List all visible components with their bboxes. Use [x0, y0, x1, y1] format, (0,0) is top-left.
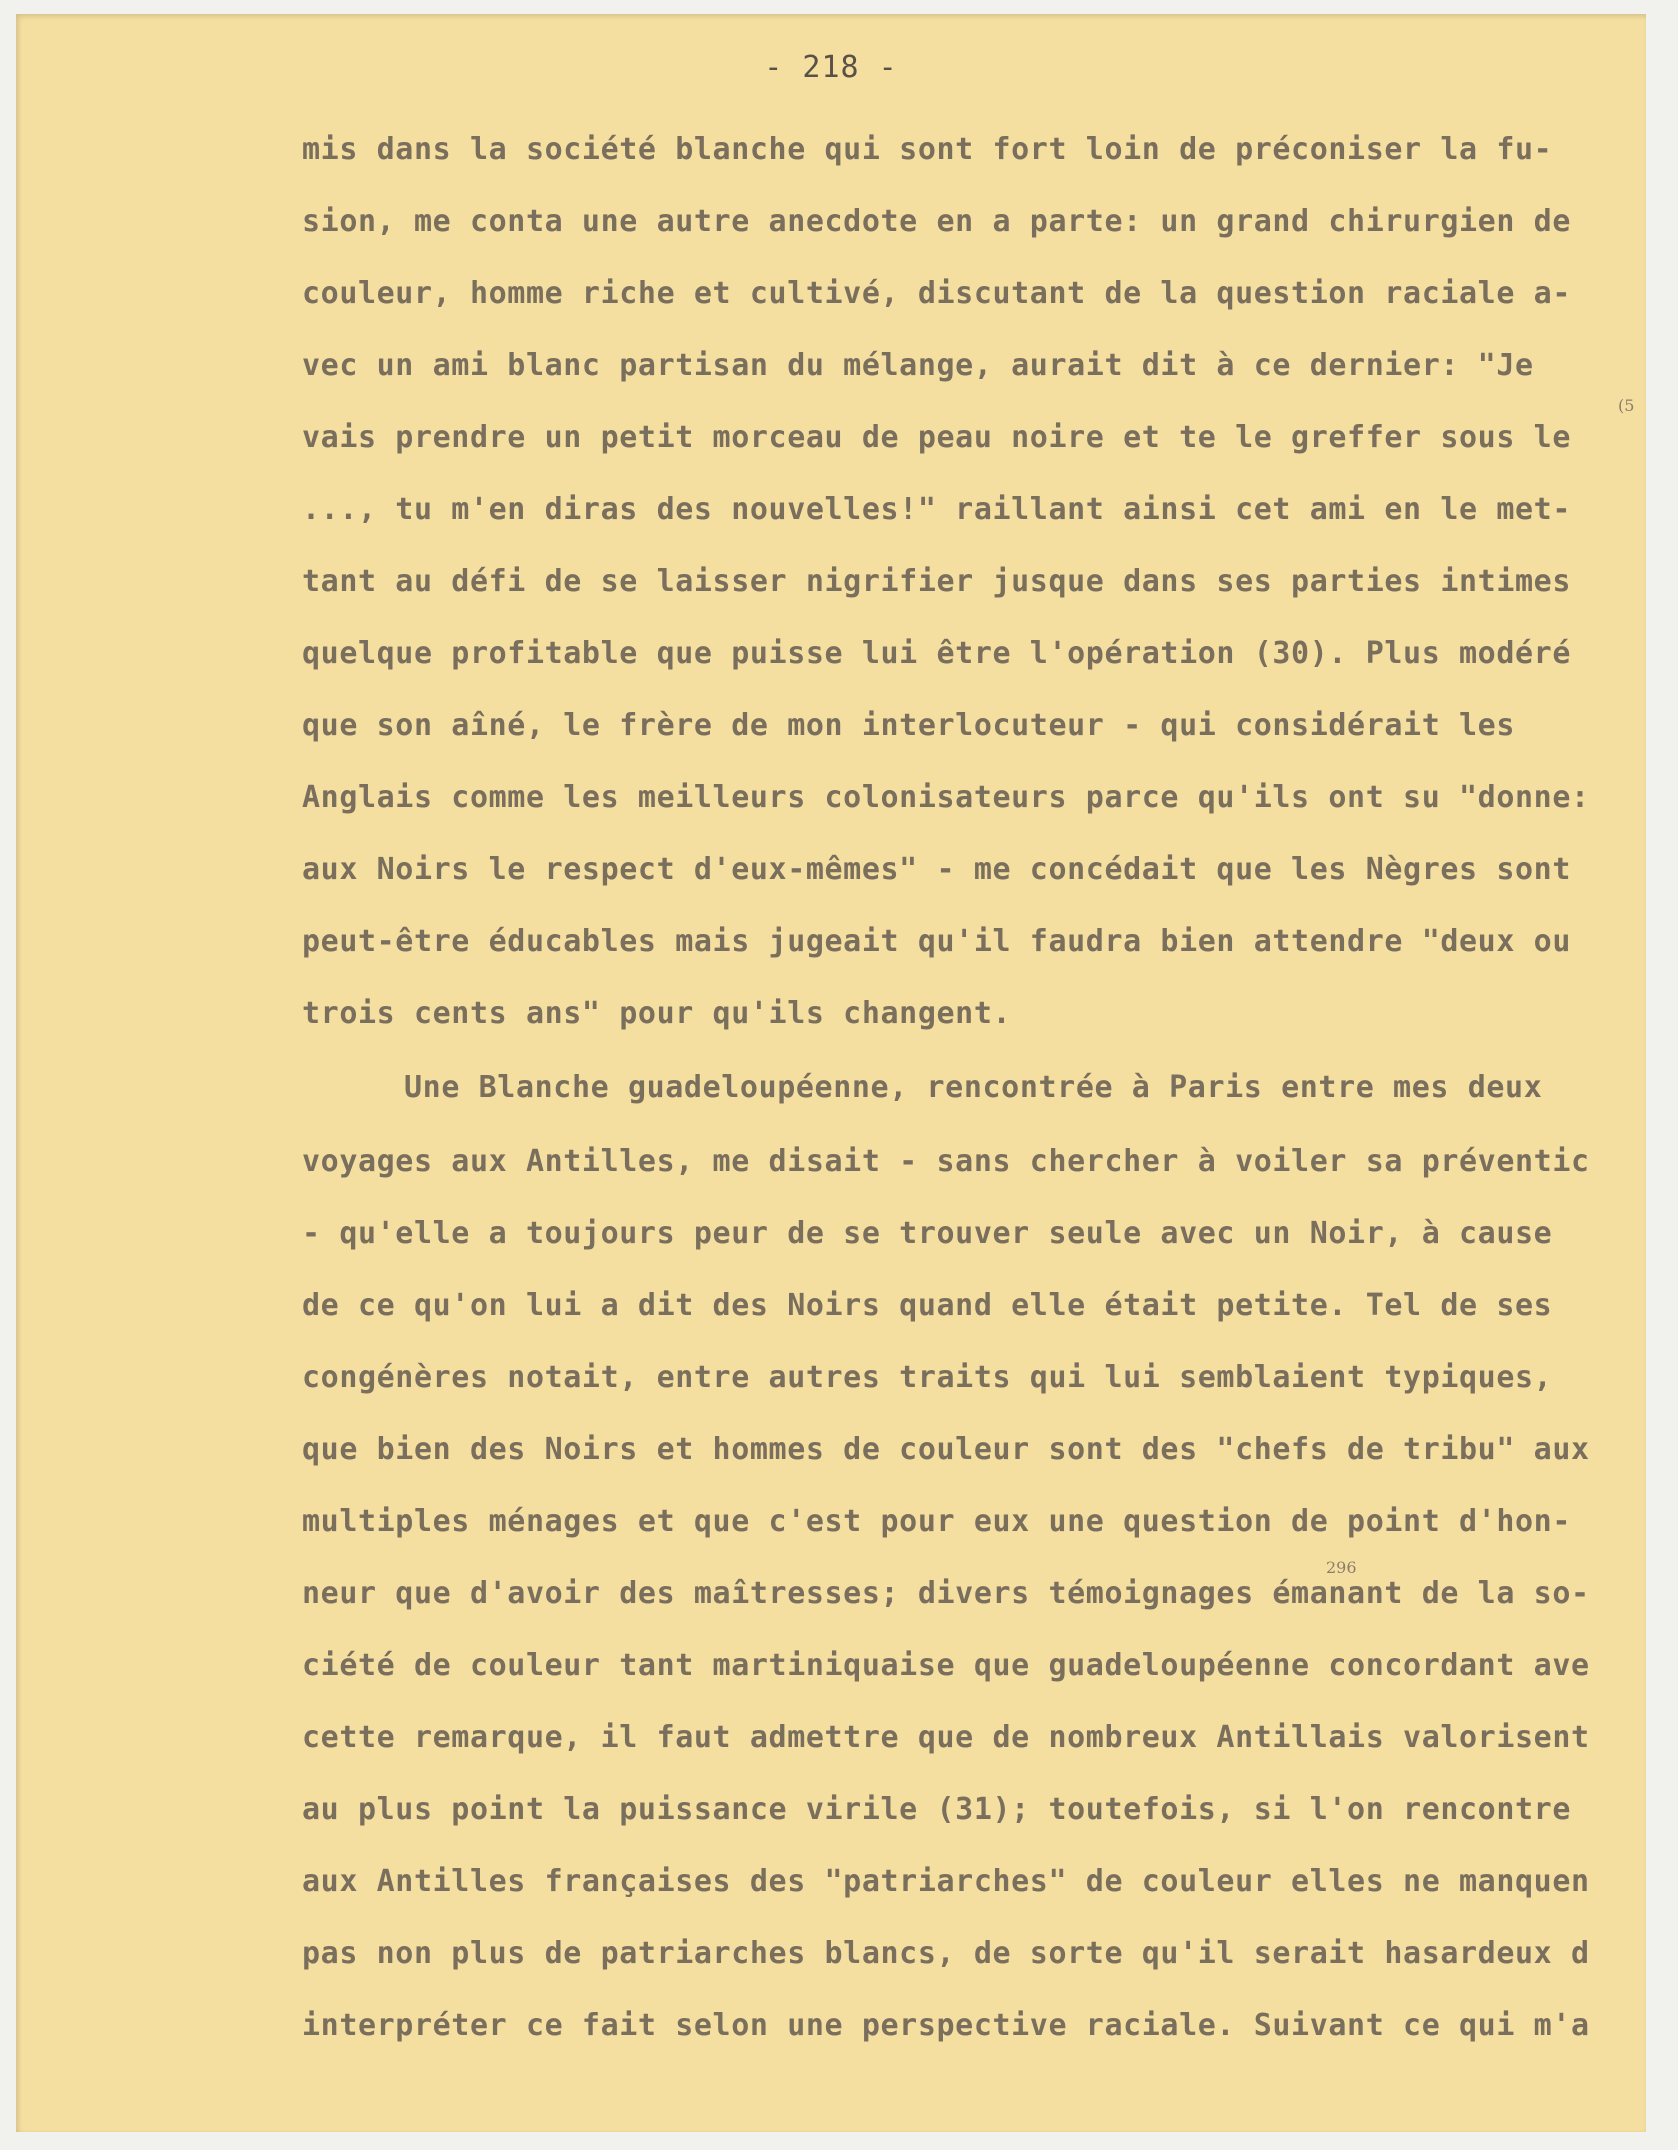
text-line: au plus point la puissance virile (31); toutefois, si l'on rencontre: [302, 1792, 1571, 1827]
text-line: Anglais comme les meilleurs colonisateurs parce qu'ils ont su "donne:: [302, 780, 1590, 815]
text-line: couleur, homme riche et cultivé, discutant de la question raciale a-: [302, 276, 1571, 311]
text-line: neur que d'avoir des maîtresses; divers témoignages émanant de la so-: [302, 1576, 1590, 1611]
text-line: multiples ménages et que c'est pour eux une question de point d'hon-: [302, 1504, 1571, 1539]
text-line: que son aîné, le frère de mon interlocuteur - qui considérait les: [302, 708, 1515, 743]
text-line: cette remarque, il faut admettre que de nombreux Antillais valorisent: [302, 1720, 1590, 1755]
text-line: vais prendre un petit morceau de peau noire et te le greffer sous le: [302, 420, 1571, 455]
margin-note-top-right: (5: [1618, 396, 1635, 415]
margin-note-middle: 296: [1326, 1558, 1357, 1577]
page-number: - 218 -: [764, 50, 898, 85]
text-line: Une Blanche guadeloupéenne, rencontrée à Paris entre mes deux: [404, 1070, 1543, 1105]
text-line: mis dans la société blanche qui sont fort loin de préconiser la fu-: [302, 132, 1553, 167]
text-line: voyages aux Antilles, me disait - sans chercher à voiler sa préventic: [302, 1144, 1590, 1179]
text-line: interpréter ce fait selon une perspective raciale. Suivant ce qui m'a: [302, 2008, 1590, 2043]
text-line: sion, me conta une autre anecdote en a parte: un grand chirurgien de: [302, 204, 1571, 239]
text-line: ..., tu m'en diras des nouvelles!" raillant ainsi cet ami en le met-: [302, 492, 1571, 527]
text-line: pas non plus de patriarches blancs, de sorte qu'il serait hasardeux d: [302, 1936, 1590, 1971]
text-line: aux Noirs le respect d'eux-mêmes" - me concédait que les Nègres sont: [302, 852, 1571, 887]
text-line: trois cents ans" pour qu'ils changent.: [302, 996, 1012, 1031]
text-line: quelque profitable que puisse lui être l'opération (30). Plus modéré: [302, 636, 1571, 671]
text-line: que bien des Noirs et hommes de couleur sont des "chefs de tribu" aux: [302, 1432, 1590, 1467]
text-line: de ce qu'on lui a dit des Noirs quand elle était petite. Tel de ses: [302, 1288, 1553, 1323]
text-line: tant au défi de se laisser nigrifier jusque dans ses parties intimes: [302, 564, 1571, 599]
typewritten-page: [16, 14, 1646, 2132]
text-line: vec un ami blanc partisan du mélange, aurait dit à ce dernier: "Je: [302, 348, 1534, 383]
text-line: - qu'elle a toujours peur de se trouver seule avec un Noir, à cause: [302, 1216, 1553, 1251]
text-line: ciété de couleur tant martiniquaise que guadeloupéenne concordant ave: [302, 1648, 1590, 1683]
text-line: congénères notait, entre autres traits qui lui semblaient typiques,: [302, 1360, 1553, 1395]
text-line: aux Antilles françaises des "patriarches" de couleur elles ne manquen: [302, 1864, 1590, 1899]
text-line: peut-être éducables mais jugeait qu'il faudra bien attendre "deux ou: [302, 924, 1571, 959]
